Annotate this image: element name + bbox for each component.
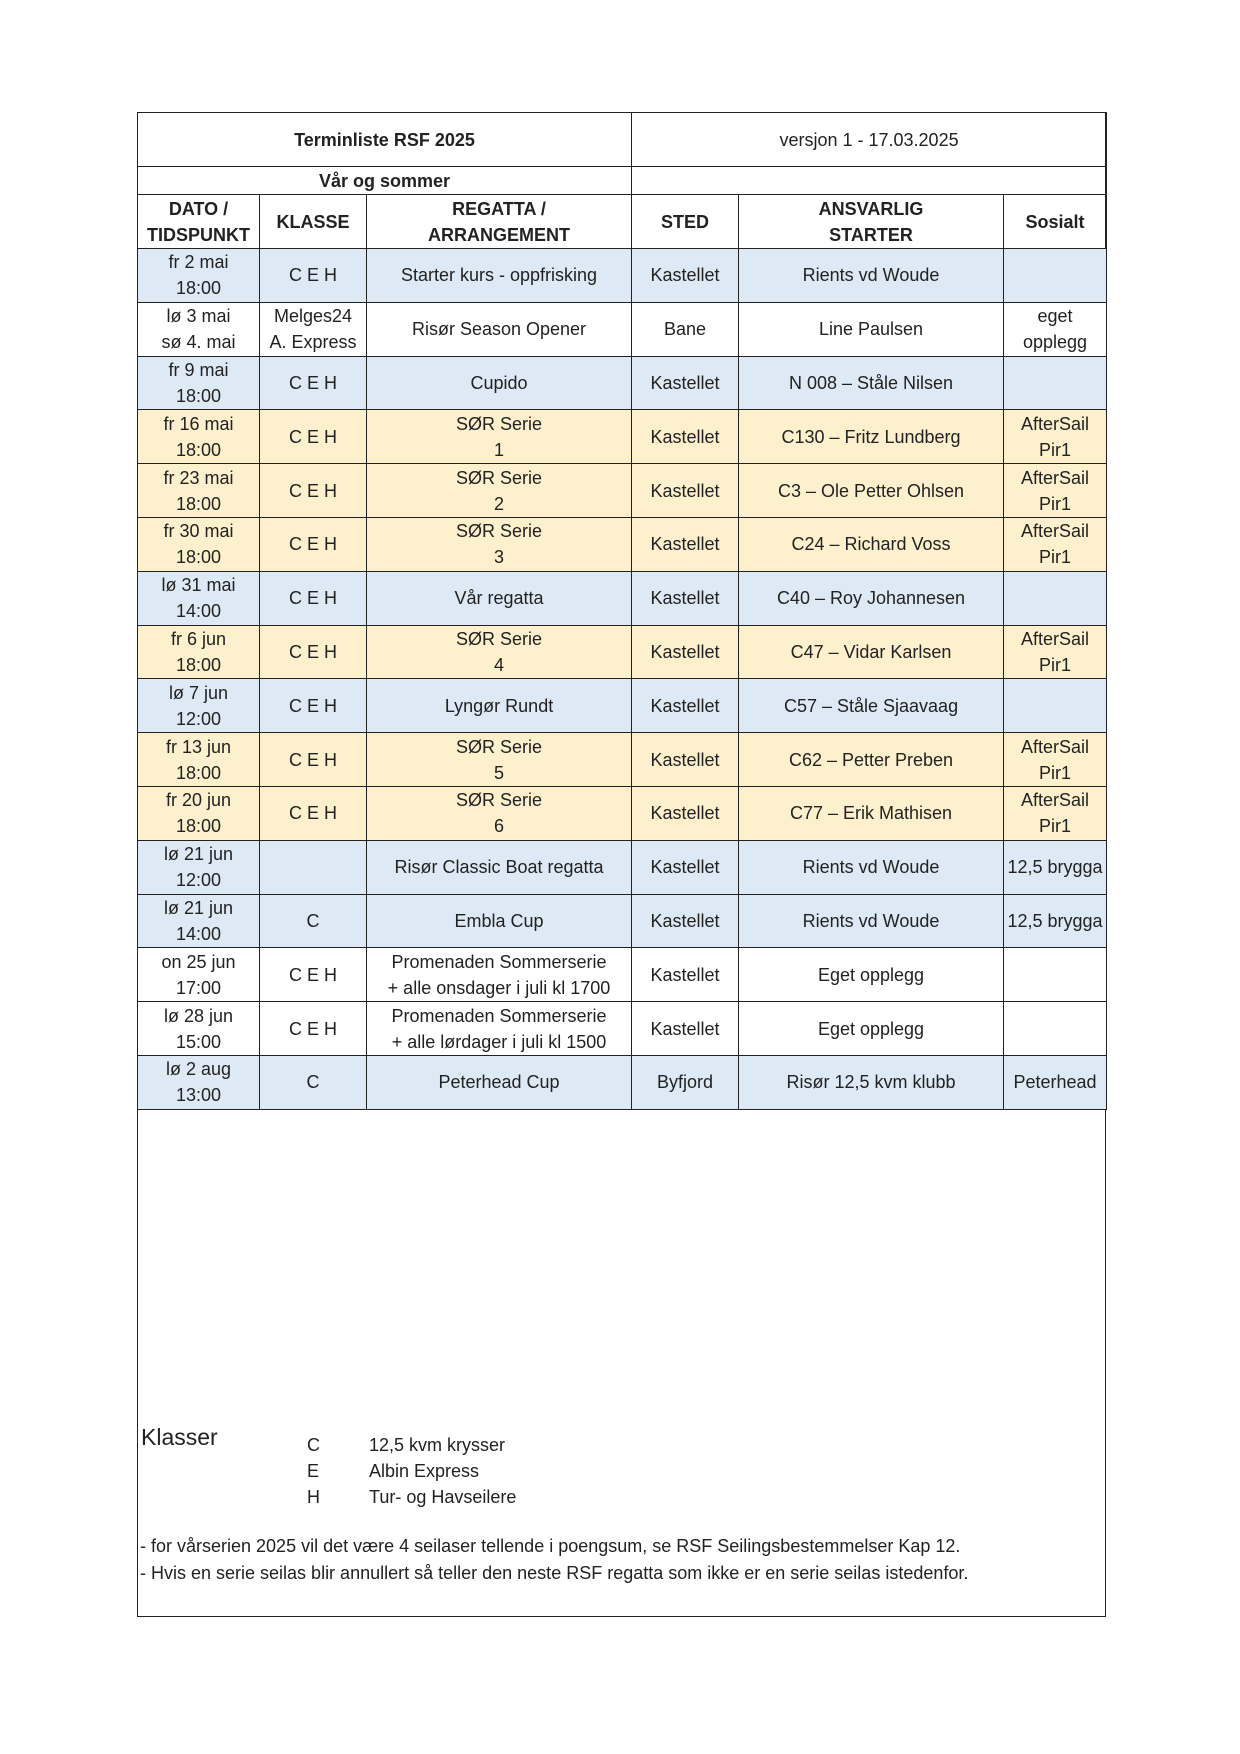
event-cell-line: SØR Serie xyxy=(455,736,543,757)
event-cell xyxy=(367,302,632,356)
sted-cell: Kastellet xyxy=(632,249,739,303)
event-cell xyxy=(367,625,632,679)
sted-cell: Kastellet xyxy=(632,840,739,894)
date-cell-line: fr 13 jun xyxy=(165,736,232,757)
date-cell-line: 14:00 xyxy=(175,601,222,622)
date-cell-line: fr 23 mai xyxy=(163,467,234,488)
legend-desc: 12,5 kvm krysser xyxy=(369,1435,506,1455)
sosialt-cell xyxy=(1004,302,1107,356)
note-line: - for vårserien 2025 vil det være 4 seilaser tellende i poengsum, se RSF Seilingsbestemmelser Kap 12. xyxy=(140,1536,961,1556)
date-cell-line: lø 7 jun xyxy=(168,682,229,703)
event-cell-line: SØR Serie xyxy=(455,521,543,542)
sosialt-cell-line: AfterSail xyxy=(1021,521,1090,542)
event-cell xyxy=(367,249,632,303)
col-header-ansvarlig xyxy=(739,195,1004,249)
event-cell-line: SØR Serie xyxy=(455,413,543,434)
sosialt-cell xyxy=(1004,464,1107,518)
klasse-cell xyxy=(260,1055,367,1109)
sosialt-cell xyxy=(1004,571,1107,625)
klasse-cell xyxy=(260,948,367,1002)
sted-cell: Kastellet xyxy=(632,410,739,464)
sosialt-cell-line: Pir1 xyxy=(1039,762,1072,783)
col-header-regatta xyxy=(367,195,632,249)
note-line: - Hvis en serie seilas blir annullert så teller den neste RSF regatta som ikke er en serie seilas istedenfor. xyxy=(140,1563,969,1583)
legend-title: Klasser xyxy=(141,1424,218,1450)
legend-code: E xyxy=(307,1461,320,1481)
season-blank-cell xyxy=(632,167,1107,195)
klasse-cell xyxy=(260,517,367,571)
date-cell xyxy=(138,840,260,894)
ansvarlig-cell: Risør 12,5 kvm klubb xyxy=(739,1055,1004,1109)
sosialt-cell-line: opplegg xyxy=(1022,332,1088,353)
sosialt-cell-line: Pir1 xyxy=(1039,547,1072,568)
sosialt-cell-line: Peterhead xyxy=(1013,1072,1097,1093)
date-cell-line: 18:00 xyxy=(175,816,222,837)
event-cell-line: Peterhead Cup xyxy=(438,1072,560,1093)
sted-cell: Byfjord xyxy=(632,1055,739,1109)
date-cell xyxy=(138,356,260,410)
table-row xyxy=(138,679,1107,733)
ansvarlig-cell: C24 – Richard Voss xyxy=(739,517,1004,571)
klasse-cell-line: C E H xyxy=(288,588,337,609)
table-row xyxy=(138,356,1107,410)
date-cell xyxy=(138,786,260,840)
event-cell xyxy=(367,840,632,894)
event-cell xyxy=(367,786,632,840)
event-cell-line: + alle onsdager i juli kl 1700 xyxy=(387,977,611,998)
event-cell-line: SØR Serie xyxy=(455,628,543,649)
event-cell xyxy=(367,571,632,625)
sted-cell: Bane xyxy=(632,302,739,356)
sosialt-cell-line: 12,5 brygga xyxy=(1007,910,1103,931)
ansvarlig-cell: C130 – Fritz Lundberg xyxy=(739,410,1004,464)
event-cell-line: Promenaden Sommerserie xyxy=(391,951,607,972)
sted-cell: Kastellet xyxy=(632,625,739,679)
date-cell xyxy=(138,948,260,1002)
date-cell-line: fr 2 mai xyxy=(168,252,229,273)
sosialt-cell-line: AfterSail xyxy=(1021,467,1090,488)
date-cell-line: lø 28 jun xyxy=(163,1005,234,1026)
date-cell xyxy=(138,410,260,464)
event-cell xyxy=(367,517,632,571)
ansvarlig-cell: Line Paulsen xyxy=(739,302,1004,356)
klasse-cell-line: C E H xyxy=(288,749,337,770)
klasse-cell xyxy=(260,679,367,733)
event-cell xyxy=(367,464,632,518)
page-title: Terminliste RSF 2025 xyxy=(138,113,632,167)
klasse-cell xyxy=(260,894,367,948)
date-cell xyxy=(138,1055,260,1109)
date-cell xyxy=(138,733,260,787)
klasse-cell xyxy=(260,249,367,303)
date-cell-line: 13:00 xyxy=(175,1085,222,1106)
col-header-date-line1: DATO / xyxy=(168,198,229,219)
klasse-cell-line: C E H xyxy=(288,480,337,501)
event-cell-line: 1 xyxy=(494,439,505,460)
event-cell-line: Promenaden Sommerserie xyxy=(391,1005,607,1026)
klasse-cell xyxy=(260,625,367,679)
legend-desc: Albin Express xyxy=(369,1461,480,1481)
ansvarlig-cell: Rients vd Woude xyxy=(739,840,1004,894)
date-cell xyxy=(138,517,260,571)
klasse-cell-line: C xyxy=(306,1072,320,1093)
sosialt-cell-line: Pir1 xyxy=(1039,439,1072,460)
ansvarlig-cell: Rients vd Woude xyxy=(739,894,1004,948)
sosialt-cell-line: AfterSail xyxy=(1021,736,1090,757)
table-row xyxy=(138,786,1107,840)
table-row xyxy=(138,1002,1107,1056)
sosialt-cell-line: Pir1 xyxy=(1039,493,1072,514)
table-row xyxy=(138,625,1107,679)
event-cell-line: 4 xyxy=(494,654,505,675)
klasse-cell xyxy=(260,356,367,410)
sted-cell: Kastellet xyxy=(632,786,739,840)
klasse-cell-line: Melges24 xyxy=(273,306,353,327)
sted-cell: Kastellet xyxy=(632,679,739,733)
date-cell xyxy=(138,302,260,356)
event-cell xyxy=(367,356,632,410)
legend-desc: Tur- og Havseilere xyxy=(369,1487,517,1507)
table-row xyxy=(138,1055,1107,1109)
table-row xyxy=(138,948,1107,1002)
date-cell-line: fr 9 mai xyxy=(168,359,229,380)
event-cell-line: + alle lørdager i juli kl 1500 xyxy=(391,1031,607,1052)
klasse-cell xyxy=(260,733,367,787)
klasse-cell xyxy=(260,786,367,840)
sosialt-cell xyxy=(1004,948,1107,1002)
sosialt-cell xyxy=(1004,517,1107,571)
sted-cell: Kastellet xyxy=(632,571,739,625)
klasse-cell-line: C E H xyxy=(288,265,337,286)
date-cell-line: 18:00 xyxy=(175,762,222,783)
sted-cell: Kastellet xyxy=(632,356,739,410)
sosialt-cell-line: AfterSail xyxy=(1021,790,1090,811)
table-row xyxy=(138,517,1107,571)
event-cell-line: SØR Serie xyxy=(455,467,543,488)
date-cell-line: 18:00 xyxy=(175,439,222,460)
date-cell xyxy=(138,679,260,733)
date-cell-line: 18:00 xyxy=(175,547,222,568)
ansvarlig-cell: C77 – Erik Mathisen xyxy=(739,786,1004,840)
sosialt-cell xyxy=(1004,1002,1107,1056)
klasse-cell xyxy=(260,410,367,464)
version-label: versjon 1 - 17.03.2025 xyxy=(632,113,1107,167)
col-header-ansvarlig-line1: ANSVARLIG xyxy=(818,198,924,219)
klasse-cell xyxy=(260,1002,367,1056)
event-cell xyxy=(367,1002,632,1056)
event-cell-line: Cupido xyxy=(470,372,528,393)
sted-cell: Kastellet xyxy=(632,733,739,787)
klasse-cell xyxy=(260,464,367,518)
klasse-cell-line: C E H xyxy=(288,426,337,447)
col-header-regatta-line2: ARRANGEMENT xyxy=(428,224,570,245)
klasse-cell-line: C E H xyxy=(288,1018,337,1039)
event-cell xyxy=(367,1055,632,1109)
sosialt-cell-line: AfterSail xyxy=(1021,413,1090,434)
ansvarlig-cell: C40 – Roy Johannesen xyxy=(739,571,1004,625)
date-cell-line: lø 3 mai xyxy=(166,306,231,327)
date-cell-line: sø 4. mai xyxy=(161,332,236,353)
date-cell-line: lø 21 jun xyxy=(163,897,234,918)
klasse-cell-line: C E H xyxy=(288,803,337,824)
event-cell xyxy=(367,894,632,948)
date-cell xyxy=(138,894,260,948)
klasse-cell-line: C E H xyxy=(288,641,337,662)
col-header-date xyxy=(138,195,260,249)
klasse-cell xyxy=(260,840,367,894)
sosialt-cell xyxy=(1004,786,1107,840)
date-cell xyxy=(138,625,260,679)
table-row xyxy=(138,410,1107,464)
table-row xyxy=(138,894,1107,948)
table-row xyxy=(138,464,1107,518)
col-header-date-line2: TIDSPUNKT xyxy=(147,224,250,245)
date-cell xyxy=(138,464,260,518)
sosialt-cell xyxy=(1004,410,1107,464)
ansvarlig-cell: Eget opplegg xyxy=(739,948,1004,1002)
sosialt-cell xyxy=(1004,733,1107,787)
date-cell-line: 17:00 xyxy=(175,977,222,998)
sosialt-cell-line: AfterSail xyxy=(1021,628,1090,649)
ansvarlig-cell: C62 – Petter Preben xyxy=(739,733,1004,787)
event-cell-line: Risør Season Opener xyxy=(411,319,587,340)
date-cell-line: fr 30 mai xyxy=(163,521,234,542)
klasse-cell-line: C E H xyxy=(288,695,337,716)
sosialt-cell-line: Pir1 xyxy=(1039,816,1072,837)
event-cell xyxy=(367,948,632,1002)
event-cell-line: 5 xyxy=(494,762,505,783)
date-cell-line: fr 20 jun xyxy=(165,790,232,811)
klasse-cell-line: C E H xyxy=(288,372,337,393)
sosialt-cell-line: 12,5 brygga xyxy=(1007,857,1103,878)
ansvarlig-cell: N 008 – Ståle Nilsen xyxy=(739,356,1004,410)
sosialt-cell xyxy=(1004,356,1107,410)
sosialt-cell xyxy=(1004,679,1107,733)
date-cell-line: 12:00 xyxy=(175,870,222,891)
event-cell xyxy=(367,679,632,733)
ansvarlig-cell: Rients vd Woude xyxy=(739,249,1004,303)
table-row xyxy=(138,249,1107,303)
event-cell xyxy=(367,410,632,464)
date-cell-line: fr 6 jun xyxy=(170,628,227,649)
event-cell xyxy=(367,733,632,787)
date-cell-line: 18:00 xyxy=(175,385,222,406)
sted-cell: Kastellet xyxy=(632,894,739,948)
table-row xyxy=(138,571,1107,625)
legend-code: H xyxy=(307,1487,320,1507)
ansvarlig-cell: C3 – Ole Petter Ohlsen xyxy=(739,464,1004,518)
ansvarlig-cell: Eget opplegg xyxy=(739,1002,1004,1056)
event-cell-line: 3 xyxy=(494,547,505,568)
date-cell-line: 18:00 xyxy=(175,493,222,514)
table-row xyxy=(138,302,1107,356)
sted-cell: Kastellet xyxy=(632,1002,739,1056)
event-cell-line: Risør Classic Boat regatta xyxy=(394,857,604,878)
col-header-klasse: KLASSE xyxy=(260,195,367,249)
date-cell xyxy=(138,249,260,303)
klasse-cell-line: C E H xyxy=(288,964,337,985)
date-cell xyxy=(138,1002,260,1056)
sosialt-cell xyxy=(1004,840,1107,894)
event-cell-line: Vår regatta xyxy=(454,588,544,609)
sosialt-cell-line: eget xyxy=(1037,306,1073,327)
col-header-sosialt: Sosialt xyxy=(1004,195,1107,249)
date-cell-line: fr 16 mai xyxy=(163,413,234,434)
sted-cell: Kastellet xyxy=(632,948,739,1002)
schedule-table xyxy=(137,112,1107,1110)
sted-cell: Kastellet xyxy=(632,517,739,571)
sosialt-cell xyxy=(1004,249,1107,303)
legend-code: C xyxy=(307,1435,320,1455)
col-header-ansvarlig-line2: STARTER xyxy=(829,224,913,245)
sted-cell: Kastellet xyxy=(632,464,739,518)
event-cell-line: Starter kurs - oppfrisking xyxy=(400,265,598,286)
date-cell-line: lø 31 mai xyxy=(161,575,236,596)
klasse-cell-line: C E H xyxy=(288,534,337,555)
table-row xyxy=(138,733,1107,787)
col-header-sted: STED xyxy=(632,195,739,249)
ansvarlig-cell: C57 – Ståle Sjaavaag xyxy=(739,679,1004,733)
klasse-cell-line: C xyxy=(306,910,320,931)
table-row xyxy=(138,840,1107,894)
ansvarlig-cell: C47 – Vidar Karlsen xyxy=(739,625,1004,679)
event-cell-line: Embla Cup xyxy=(454,910,544,931)
notes xyxy=(140,1533,968,1587)
date-cell-line: lø 2 aug xyxy=(165,1059,232,1080)
date-cell-line: 18:00 xyxy=(175,654,222,675)
klasse-cell xyxy=(260,571,367,625)
klasse-cell xyxy=(260,302,367,356)
event-cell-line: 6 xyxy=(494,816,505,837)
col-header-regatta-line1: REGATTA / xyxy=(452,198,546,219)
season-label: Vår og sommer xyxy=(138,167,632,195)
date-cell-line: 12:00 xyxy=(175,708,222,729)
sosialt-cell-line: Pir1 xyxy=(1039,654,1072,675)
date-cell xyxy=(138,571,260,625)
event-cell-line: SØR Serie xyxy=(455,790,543,811)
sosialt-cell xyxy=(1004,894,1107,948)
date-cell-line: lø 21 jun xyxy=(163,844,234,865)
date-cell-line: 18:00 xyxy=(175,278,222,299)
sosialt-cell xyxy=(1004,625,1107,679)
date-cell-line: 14:00 xyxy=(175,923,222,944)
klasse-cell-line: A. Express xyxy=(269,332,357,353)
date-cell-line: 15:00 xyxy=(175,1031,222,1052)
event-cell-line: Lyngør Rundt xyxy=(444,695,554,716)
event-cell-line: 2 xyxy=(494,493,505,514)
date-cell-line: on 25 jun xyxy=(161,951,236,972)
sosialt-cell xyxy=(1004,1055,1107,1109)
